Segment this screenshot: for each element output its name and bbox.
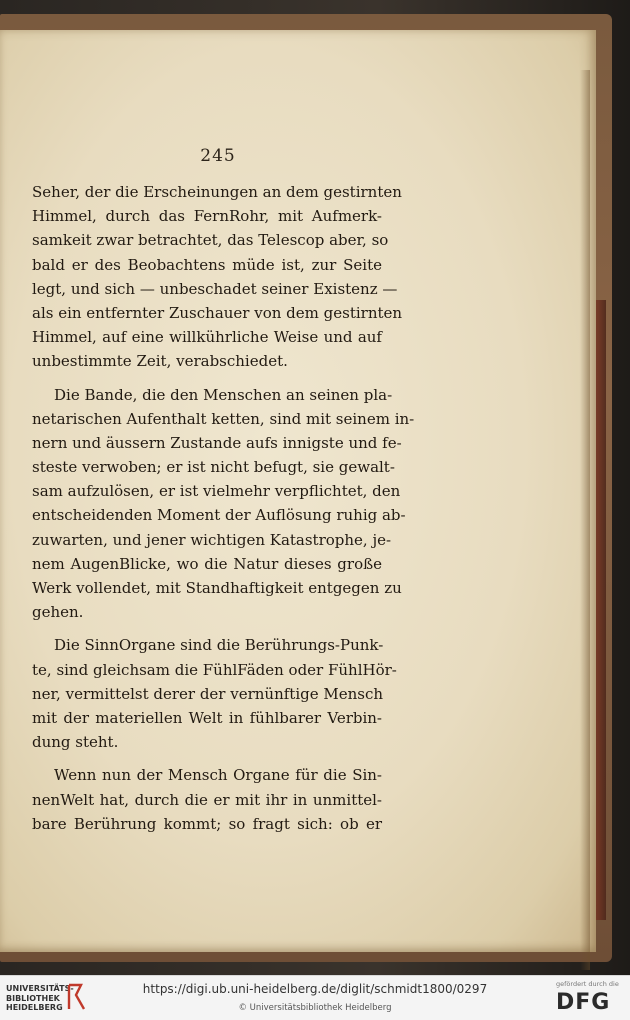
paragraph-gap bbox=[32, 374, 382, 383]
text-line: Himmel, auf eine willkührliche Weise und auf bbox=[32, 328, 382, 347]
text-line: gehen. bbox=[32, 603, 84, 622]
text-line: unbestimmte Zeit, verabschiedet. bbox=[32, 352, 288, 371]
text-line: nenWelt hat, durch die er mit ihr in unmittel- bbox=[32, 790, 382, 809]
text-line: te, sind gleichsam die FühlFäden oder FühlHör- bbox=[32, 660, 397, 679]
text-line: Werk vollendet, mit Standhaftigkeit entgegen zu bbox=[32, 579, 402, 597]
text-line: nem AugenBlicke, wo die Natur dieses große bbox=[32, 554, 382, 573]
copyright-notice: © Universitätsbibliothek Heidelberg bbox=[238, 1003, 392, 1013]
text-line: Seher, der die Erscheinungen an dem gestirnten bbox=[32, 183, 402, 201]
text-line: entscheidenden Moment der Auflösung ruhig ab- bbox=[32, 506, 406, 525]
permalink-url[interactable]: https://digi.ub.uni-heidelberg.de/diglit/schmidt1800/0297 bbox=[142, 982, 488, 996]
dfg-logo[interactable]: DFG bbox=[556, 990, 611, 1015]
text-line: Die SinnOrgane sind die Berührungs-Punk- bbox=[54, 636, 384, 655]
text-line: legt, und sich — unbeschadet seiner Existenz — bbox=[32, 279, 398, 298]
text-line: als ein entfernter Zuschauer von dem gestirnten bbox=[32, 303, 403, 322]
text-line: dung steht. bbox=[32, 733, 119, 752]
text-line: steste verwoben; er ist nicht befugt, sie gewalt- bbox=[32, 458, 395, 477]
page-edge-shadow bbox=[580, 70, 590, 970]
dfg-funding-note: gefördert durch die bbox=[556, 980, 619, 988]
text-line: Himmel, durch das FernRohr, mit Aufmerk- bbox=[32, 207, 382, 226]
text-line: zuwarten, und jener wichtigen Katastrophe, je- bbox=[32, 530, 392, 549]
text-line: ner, vermittelst derer der vernünftige Mensch bbox=[32, 684, 384, 703]
text-line: netarischen Aufenthalt ketten, sind mit seinem in- bbox=[32, 409, 415, 428]
page-text bbox=[32, 180, 415, 836]
text-line: sam aufzulösen, er ist vielmehr verpflichtet, den bbox=[32, 482, 401, 501]
paragraph-gap bbox=[32, 754, 382, 763]
library-name-line-1: UNIVERSITÄTS- bbox=[6, 984, 74, 993]
library-name-line-2: BIBLIOTHEK bbox=[6, 993, 60, 1003]
viewer-footer bbox=[0, 975, 630, 1020]
page-number: 245 bbox=[200, 146, 236, 166]
library-name-line-3: HEIDELBERG bbox=[6, 1003, 63, 1012]
text-line: bare Berührung kommt; so fragt sich: ob er bbox=[32, 814, 382, 833]
text-line: nern und äussern Zustande aufs innigste und fe- bbox=[32, 433, 402, 452]
library-emblem-icon bbox=[66, 981, 88, 1013]
text-line: bald er des Beobachtens müde ist, zur Seite bbox=[32, 255, 382, 274]
text-line: samkeit zwar betrachtet, das Telescop aber, so bbox=[32, 231, 389, 250]
text-line: Wenn nun der Mensch Organe für die Sin- bbox=[54, 766, 382, 785]
paragraph-gap bbox=[32, 624, 382, 633]
book-page bbox=[0, 30, 596, 952]
text-line: mit der materiellen Welt in fühlbarer Verbin- bbox=[32, 708, 382, 727]
text-line: Die Bande, die den Menschen an seinen pla- bbox=[54, 385, 393, 404]
